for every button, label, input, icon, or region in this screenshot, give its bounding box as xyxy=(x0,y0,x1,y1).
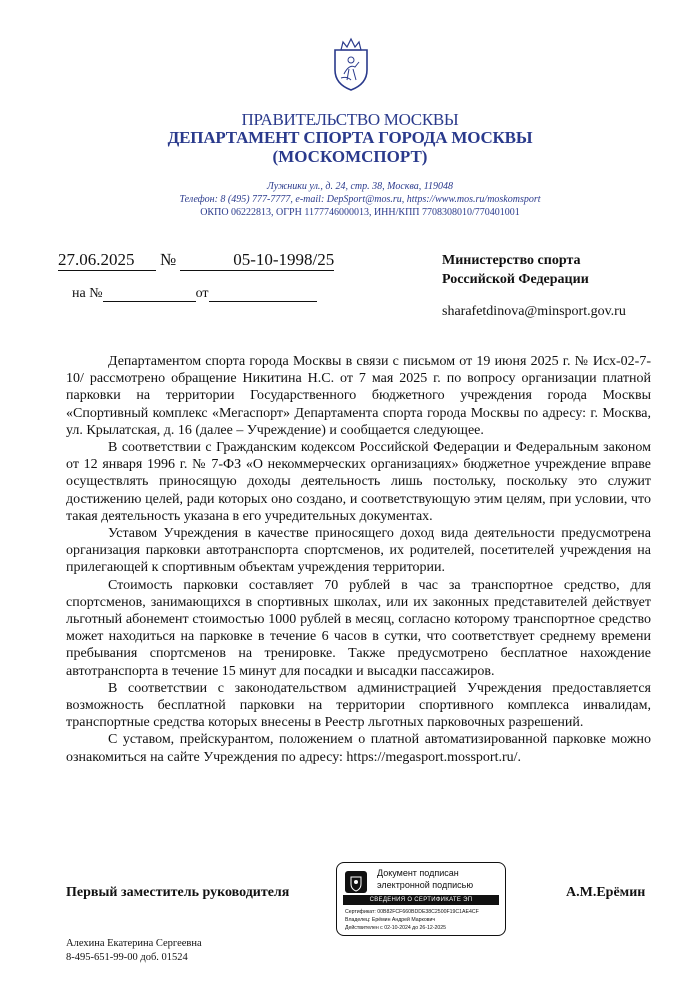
government-name: ПРАВИТЕЛЬСТВО МОСКВЫ xyxy=(241,110,459,129)
body-paragraph: Стоимость парковки составляет 70 рублей в час за транспортное средство, для спортсменов, занимающихся в спортивных школах, или их законных представителей действует льготный абонемент стоимостью 1000 рублей в месяц, согласно которому транспортное средство может находиться на парковке в течение 6 часов в сутки, что соответствует среднему времени пребывания спортсменов на тренировке. Также предусмотрено бесплатное нахождение автотранспорта в течение 15 минут для посадки и высадки пассажиров. xyxy=(66,577,651,679)
stamp-title: Документ подписан xyxy=(377,868,459,878)
document-number: 05-10-1998/25 xyxy=(180,250,334,271)
recipient-line2: Российской Федерации xyxy=(442,272,589,287)
moscow-coat-of-arms-icon xyxy=(331,36,371,92)
electronic-signature-stamp xyxy=(336,862,506,936)
ref-from: от xyxy=(195,286,209,301)
department-name: ДЕПАРТАМЕНТ СПОРТА ГОРОДА МОСКВЫ xyxy=(167,128,533,147)
coat-of-arms-icon xyxy=(345,871,367,893)
reference-line xyxy=(72,286,317,302)
department-contacts: Телефон: 8 (495) 777-7777, e-mail: DepSport@mos.ru, https://www.mos.ru/moskomsport xyxy=(179,194,541,205)
stamp-owner: Владелец: Ерёмин Андрей Маркович xyxy=(345,917,436,923)
signer-position: Первый заместитель руководителя xyxy=(66,885,290,900)
department-abbrev: (МОСКОМСПОРТ) xyxy=(272,147,428,166)
executor-phone: 8-495-651-99-00 доб. 01524 xyxy=(66,952,188,963)
number-sign: № xyxy=(160,250,177,269)
executor-name: Алехина Екатерина Сергеевна xyxy=(66,938,202,949)
stamp-validity: Действителен с 02-10-2024 до 26-12-2025 xyxy=(345,925,447,931)
body-paragraph: В соответствии с законодательством администрацией Учреждения предоставляется возможность бесплатной парковки на территории спортивного комплекса инвалидам, транспортные средства которых внесены в Реестр льготных парковочных разрешений. xyxy=(66,680,651,731)
stamp-subtitle: электронной подписью xyxy=(377,880,474,890)
letter-body xyxy=(66,353,651,766)
ref-prefix: на № xyxy=(72,286,103,301)
recipient-email: sharafetdinova@minsport.gov.ru xyxy=(442,304,626,319)
department-address: Лужники ул., д. 24, стр. 38, Москва, 119048 xyxy=(267,181,453,192)
stamp-certificate: Сертификат: 00B82FCF660BDDE38C2500F19C1AE4CF xyxy=(345,909,479,915)
recipient-line1: Министерство спорта xyxy=(442,253,581,268)
body-paragraph: Департаментом спорта города Москвы в связи с письмом от 19 июня 2025 г. № Исх-02-7-10/ рассмотрено обращение Никитина Н.С. от 7 мая 2025 г. по вопросу организации платной парковки на территории Государственного бюджетного учреждения города Москвы «Спортивный комплекс «Мегаспорт» Департамента спорта города Москвы по адресу: г. Москва, ул. Крылатская, д. 16 (далее – Учреждение) и сообщается следующее. xyxy=(66,354,651,438)
ref-date-blank xyxy=(209,287,317,302)
stamp-band: СВЕДЕНИЯ О СЕРТИФИКАТЕ ЭП xyxy=(343,895,499,905)
ref-number-blank xyxy=(103,287,196,302)
body-paragraph: Уставом Учреждения в качестве приносящего доход вида деятельности предусмотрена организация парковки автотранспорта спортсменов, их родителей, посетителей учреждения на прилегающей к спортивным объектам учреждения территории. xyxy=(66,526,651,576)
signer-name: А.М.Ерёмин xyxy=(566,885,646,900)
registration-line xyxy=(58,250,334,271)
body-paragraph: В соответствии с Гражданским кодексом Российской Федерации и Федеральным законом от 12 января 1996 г. № 7-ФЗ «О некоммерческих организациях» бюджетное учреждение вправе осуществлять приносящую доходы деятельность лишь постольку, поскольку это служит достижению целей, ради которых оно создано, и соответствующую этим целям, при условии, что такая деятельность указана в его учредительных документах. xyxy=(66,440,651,524)
body-paragraph: С уставом, прейскурантом, положением о платной автоматизированной парковке можно ознакомиться на сайте Учреждения по адресу: https://megasport.mossport.ru/. xyxy=(66,732,651,765)
department-registration: ОКПО 06222813, ОГРН 1177746000013, ИНН/КПП 7708308010/770401001 xyxy=(200,207,520,218)
document-date: 27.06.2025 xyxy=(58,250,156,271)
recipient xyxy=(442,251,589,289)
